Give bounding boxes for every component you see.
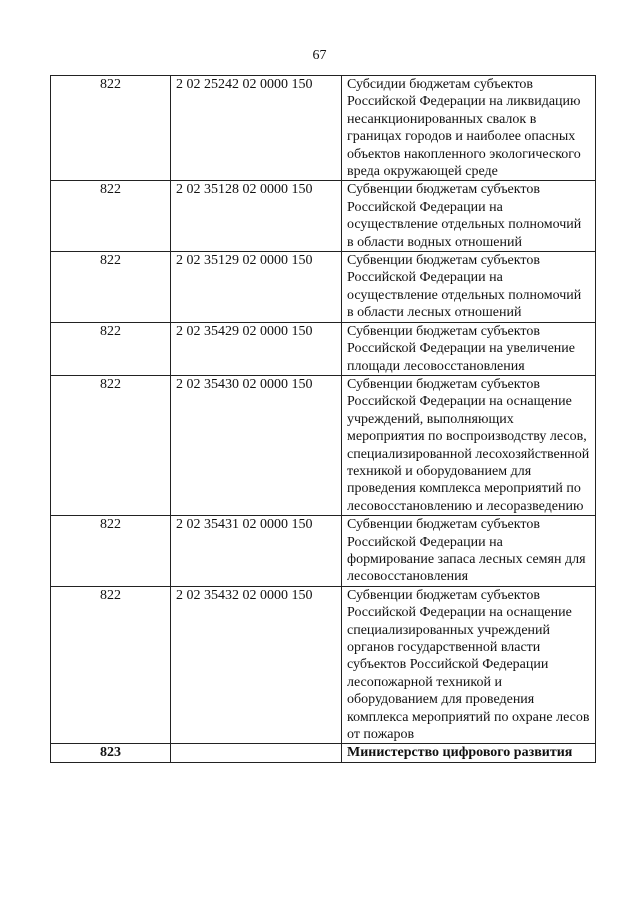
admin-code-cell: 823 bbox=[51, 744, 171, 762]
income-name-cell: Субсидии бюджетам субъектов Российской Федерации на ликвидацию несанкционированных свалок в границах городов и наиболее опасных объектов накопленного экологического вреда окружающей среде bbox=[342, 76, 596, 181]
budget-code-cell: 2 02 35128 02 0000 150 bbox=[171, 181, 342, 252]
budget-code-cell: 2 02 35129 02 0000 150 bbox=[171, 252, 342, 323]
budget-code-cell bbox=[171, 744, 342, 762]
budget-code-cell: 2 02 25242 02 0000 150 bbox=[171, 76, 342, 181]
table-row bbox=[51, 516, 596, 587]
ministry-name-cell: Министерство цифрового развития bbox=[342, 744, 596, 762]
budget-code-cell: 2 02 35432 02 0000 150 bbox=[171, 586, 342, 744]
income-name-cell: Субвенции бюджетам субъектов Российской Федерации на оснащение специализированных учреждений органов государственной власти субъектов Российской Федерации лесопожарной техникой и оборудованием для проведения комплекса мероприятий по охране лесов от пожаров bbox=[342, 586, 596, 744]
admin-code-cell: 822 bbox=[51, 252, 171, 323]
income-name-cell: Субвенции бюджетам субъектов Российской Федерации на оснащение учреждений, выполняющих мероприятия по воспроизводству лесов, специализированной лесохозяйственной техникой и оборудованием для проведения комплекса мероприятий по лесовосстановлению и лесоразведению bbox=[342, 375, 596, 515]
admin-code-cell: 822 bbox=[51, 516, 171, 587]
admin-code-cell: 822 bbox=[51, 76, 171, 181]
admin-code-cell: 822 bbox=[51, 181, 171, 252]
budget-code-cell: 2 02 35430 02 0000 150 bbox=[171, 375, 342, 515]
table-row bbox=[51, 252, 596, 323]
table-row bbox=[51, 76, 596, 181]
table-row bbox=[51, 586, 596, 744]
budget-code-cell: 2 02 35431 02 0000 150 bbox=[171, 516, 342, 587]
admin-code-cell: 822 bbox=[51, 586, 171, 744]
admin-code-cell: 822 bbox=[51, 375, 171, 515]
budget-code-cell: 2 02 35429 02 0000 150 bbox=[171, 322, 342, 375]
table-row bbox=[51, 375, 596, 515]
admin-code-cell: 822 bbox=[51, 322, 171, 375]
income-name-cell: Субвенции бюджетам субъектов Российской Федерации на осуществление отдельных полномочий в области водных отношений bbox=[342, 181, 596, 252]
income-name-cell: Субвенции бюджетам субъектов Российской Федерации на формирование запаса лесных семян для лесовосстановления bbox=[342, 516, 596, 587]
table-row bbox=[51, 322, 596, 375]
budget-classification-table bbox=[50, 75, 596, 763]
income-name-cell: Субвенции бюджетам субъектов Российской Федерации на увеличение площади лесовосстановления bbox=[342, 322, 596, 375]
page-number: 67 bbox=[312, 48, 327, 63]
ministry-header-row bbox=[51, 744, 596, 762]
income-name-cell: Субвенции бюджетам субъектов Российской Федерации на осуществление отдельных полномочий в области лесных отношений bbox=[342, 252, 596, 323]
table-row bbox=[51, 181, 596, 252]
